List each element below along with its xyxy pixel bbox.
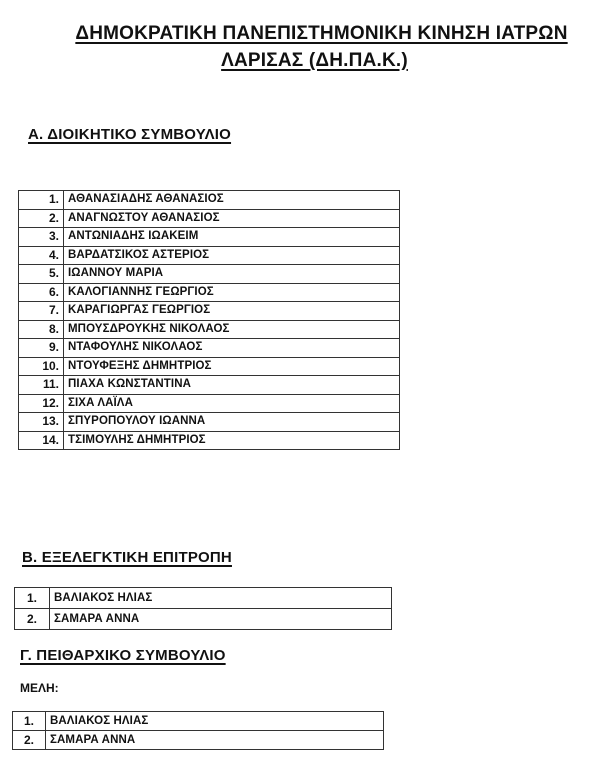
member-name: ΤΣΙΜΟΥΛΗΣ ΔΗΜΗΤΡΙΟΣ — [64, 431, 400, 450]
member-name: ΝΤΟΥΦΕΞΗΣ ΔΗΜΗΤΡΙΟΣ — [64, 357, 400, 376]
table-row — [19, 191, 400, 210]
document-title-line2: ΛΑΡΙΣΑΣ (ΔΗ.ΠΑ.Κ.) — [221, 50, 408, 71]
table-row — [19, 376, 400, 395]
member-name: ΣΠΥΡΟΠΟΥΛΟΥ ΙΩΑΝΝΑ — [64, 413, 400, 432]
table-row — [15, 588, 392, 609]
member-name: ΑΝΑΓΝΩΣΤΟΥ ΑΘΑΝΑΣΙΟΣ — [64, 209, 400, 228]
member-name: ΣΙΧΑ ΛΑΪΛΑ — [64, 394, 400, 413]
table-row — [13, 731, 384, 750]
table-row — [19, 394, 400, 413]
table-row — [19, 283, 400, 302]
table-row — [19, 339, 400, 358]
table-row — [19, 431, 400, 450]
member-number: 4. — [19, 246, 64, 265]
discipline-members-table — [12, 711, 384, 750]
member-name: ΚΑΡΑΓΙΩΡΓΑΣ ΓΕΩΡΓΙΟΣ — [64, 302, 400, 321]
member-number: 1. — [13, 712, 46, 731]
table-row — [15, 609, 392, 630]
member-name: ΝΤΑΦΟΥΛΗΣ ΝΙΚΟΛΑΟΣ — [64, 339, 400, 358]
member-name: ΙΩΑΝΝΟΥ ΜΑΡΙΑ — [64, 265, 400, 284]
member-number: 14. — [19, 431, 64, 450]
member-number: 10. — [19, 357, 64, 376]
member-number: 3. — [19, 228, 64, 247]
table-row — [13, 712, 384, 731]
member-name: ΜΠΟΥΣΔΡΟΥΚΗΣ ΝΙΚΟΛΑΟΣ — [64, 320, 400, 339]
member-name: ΑΘΑΝΑΣΙΑΔΗΣ ΑΘΑΝΑΣΙΟΣ — [64, 191, 400, 210]
member-number: 7. — [19, 302, 64, 321]
member-number: 13. — [19, 413, 64, 432]
table-row — [19, 357, 400, 376]
discipline-heading: Γ. ΠΕΙΘΑΡΧΙΚΟ ΣΥΜΒΟΥΛΙΟ — [20, 647, 226, 664]
member-number: 8. — [19, 320, 64, 339]
member-number: 11. — [19, 376, 64, 395]
member-name: ΒΑΛΙΑΚΟΣ ΗΛΙΑΣ — [46, 712, 384, 731]
document-title-line1: ΔΗΜΟΚΡΑΤΙΚΗ ΠΑΝΕΠΙΣΤΗΜΟΝΙΚΗ ΚΙΝΗΣΗ ΙΑΤΡΩΝ — [75, 23, 568, 44]
member-number: 9. — [19, 339, 64, 358]
member-name: ΣΑΜΑΡΑ ΑΝΝΑ — [46, 731, 384, 750]
table-row — [19, 320, 400, 339]
member-name: ΠΙΑΧΑ ΚΩΝΣΤΑΝΤΙΝΑ — [64, 376, 400, 395]
member-name: ΚΑΛΟΓΙΑΝΝΗΣ ΓΕΩΡΓΙΟΣ — [64, 283, 400, 302]
member-name: ΑΝΤΩΝΙΑΔΗΣ ΙΩΑΚΕΙΜ — [64, 228, 400, 247]
member-number: 1. — [15, 588, 50, 609]
member-number: 5. — [19, 265, 64, 284]
member-name: ΒΑΛΙΑΚΟΣ ΗΛΙΑΣ — [50, 588, 392, 609]
document-title — [0, 20, 603, 74]
table-row — [19, 413, 400, 432]
member-name: ΣΑΜΑΡΑ ΑΝΝΑ — [50, 609, 392, 630]
audit-members-table — [14, 587, 392, 630]
table-row — [19, 265, 400, 284]
member-name: ΒΑΡΔΑΤΣΙΚΟΣ ΑΣΤΕΡΙΟΣ — [64, 246, 400, 265]
table-row — [19, 302, 400, 321]
members-label: ΜΕΛΗ: — [20, 681, 59, 695]
table-row — [19, 228, 400, 247]
member-number: 12. — [19, 394, 64, 413]
table-row — [19, 209, 400, 228]
table-row — [19, 246, 400, 265]
audit-heading: Β. ΕΞΕΛΕΓΚΤΙΚΗ ΕΠΙΤΡΟΠΗ — [22, 549, 232, 566]
board-members-table — [18, 190, 400, 450]
member-number: 1. — [19, 191, 64, 210]
member-number: 6. — [19, 283, 64, 302]
member-number: 2. — [15, 609, 50, 630]
member-number: 2. — [13, 731, 46, 750]
member-number: 2. — [19, 209, 64, 228]
board-heading: Α. ΔΙΟΙΚΗΤΙΚΟ ΣΥΜΒΟΥΛΙΟ — [28, 126, 232, 143]
